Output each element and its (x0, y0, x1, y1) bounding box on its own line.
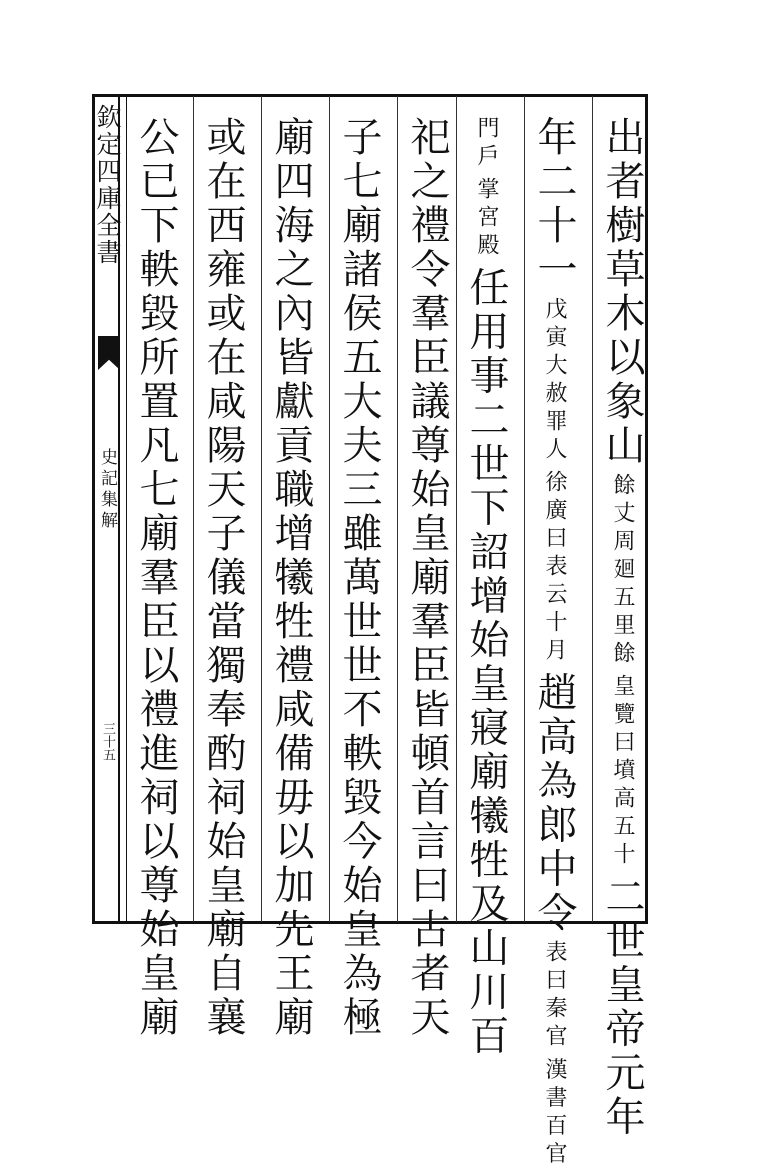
column-rule (524, 96, 525, 922)
column-rule (329, 96, 330, 922)
column-rule (592, 96, 593, 922)
main-text: 年二十一 (531, 116, 577, 292)
main-text: 祀之禮令羣臣議尊始皇廟羣臣皆頓首言曰古者天 (404, 116, 450, 1040)
column-rule (397, 96, 398, 922)
text-column-3 (460, 116, 512, 1058)
main-text: 任用事二世下詔增始皇寢廟犧牲及山川百 (463, 266, 509, 1059)
text-column-8 (130, 116, 182, 1040)
commentary-line: 表曰秦官 (542, 940, 567, 1053)
margin-book-title: 欽定四庫全書 (93, 104, 122, 266)
commentary-line: 餘丈周廻五里餘 (610, 473, 635, 670)
commentary-line: 漢書百官 (542, 1057, 567, 1169)
text-column-7 (197, 116, 249, 1040)
main-text: 或在西雍或在咸陽天子儀當獨奉酌祠始皇廟自襄 (200, 116, 246, 1040)
text-column-2 (528, 116, 580, 1169)
margin-page-number: 三十五 (100, 722, 115, 761)
main-text: 子七廟諸侯五大夫三雖萬世世不軼毀今始皇為極 (336, 116, 382, 1040)
commentary-line: 戊寅大赦罪人 (542, 297, 567, 466)
margin-section-title: 史記集解 (97, 448, 117, 532)
text-column-1 (596, 116, 648, 1139)
column-rule (456, 96, 457, 922)
commentary-line: 皇覽曰墳高五十 (610, 674, 635, 871)
main-text: 二世皇帝元年 (599, 875, 645, 1140)
text-column-5 (333, 116, 385, 1040)
text-column-4 (401, 116, 453, 1040)
main-text: 趙高為郎中令 (531, 671, 577, 936)
commentary-line: 掌宮殿 (474, 177, 499, 262)
column-rule (193, 96, 194, 922)
main-text: 廟四海之內皆獻貢職增犧牲禮咸備毋以加先王廟 (268, 116, 314, 1040)
main-text: 公已下軼毀所置凡七廟羣臣以禮進祠以尊始皇廟 (133, 116, 179, 1040)
commentary-line: 徐廣曰表云十月 (542, 470, 567, 667)
commentary-line: 門戶 (474, 116, 499, 172)
text-column-6 (265, 116, 317, 1040)
margin-rule-inner (126, 94, 127, 924)
main-text: 出者樹草木以象山 (599, 116, 645, 468)
column-rule (261, 96, 262, 922)
